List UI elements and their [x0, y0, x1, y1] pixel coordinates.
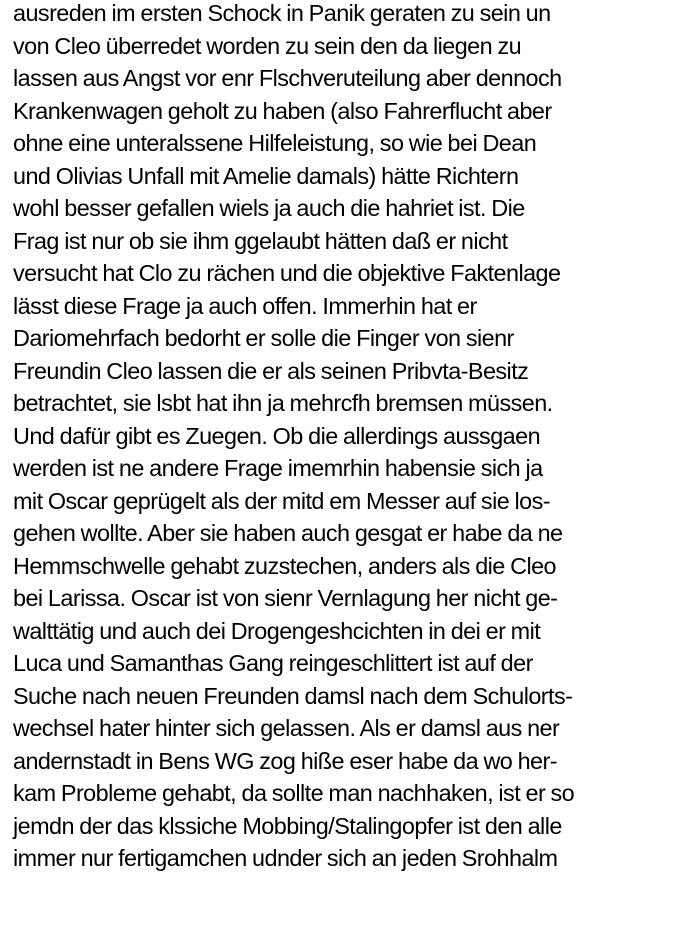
text-line: immer nur fertigamchen udnder sich an jeden Srohhalm	[13, 845, 558, 871]
text-line: ausreden im ersten Schock in Panik geraten zu sein un	[13, 0, 551, 26]
text-line: Dariomehrfach bedorht er solle die Finger von sienr	[13, 325, 514, 351]
text-line: Suche nach neuen Freunden damsl nach dem Schulorts-	[13, 682, 573, 709]
text-line: bei Larissa. Oscar ist von sienr Vernlagung her nicht ge-	[13, 585, 558, 611]
text-line: kam Probleme gehabt, da sollte man nachhaken, ist er so	[13, 780, 575, 806]
text-line: walttätig und auch dei Drogengeshcichten in dei er mit	[13, 617, 541, 644]
text-line: mit Oscar geprügelt als der mitd em Messer auf sie los-	[13, 487, 551, 514]
text-line: gehen wollte. Aber sie haben auch gesgat er habe da ne	[13, 520, 563, 546]
text-line: lässt diese Frage ja auch offen. Immerhin hat er	[13, 292, 477, 319]
text-line: Hemmschwelle gehabt zuzstechen, anders als die Cleo	[13, 552, 557, 579]
document-page	[13, 0, 679, 940]
text-line: werden ist ne andere Frage imemrhin habensie sich ja	[13, 455, 543, 481]
text-line: versucht hat Clo zu rächen und die objektive Faktenlage	[13, 260, 561, 286]
text-line: Und dafür gibt es Zuegen. Ob die allerdings aussgaen	[13, 422, 541, 449]
text-line: und Olivias Unfall mit Amelie damals) hätte Richtern	[13, 162, 519, 189]
text-line: von Cleo überredet worden zu sein den da liegen zu	[13, 32, 522, 59]
text-line: Freundin Cleo lassen die er als seinen Pribvta-Besitz	[13, 357, 529, 384]
text-line: betrachtet, sie lsbt hat ihn ja mehrcfh bremsen müssen.	[13, 390, 553, 416]
text-line: wohl besser gefallen wiels ja auch die hahriet ist. Die	[13, 195, 525, 221]
text-line: wechsel hater hinter sich gelassen. Als er damsl aus ner	[13, 715, 560, 741]
text-line: ohne eine unteralssene Hilfeleistung, so wie bei Dean	[13, 130, 537, 156]
text-line: andernstadt in Bens WG zog hiße eser habe da wo her-	[13, 747, 557, 774]
text-line: lassen aus Angst vor enr Flschveruteilung aber dennoch	[13, 65, 562, 91]
text-line: jemdn der das klssiche Mobbing/Stalingopfer ist den alle	[13, 812, 562, 839]
text-line: Frag ist nur ob sie ihm ggelaubt hätten daß er nicht	[13, 227, 508, 254]
text-line: Krankenwagen geholt zu haben (also Fahrerflucht aber	[13, 97, 552, 124]
text-line: Luca und Samanthas Gang reingeschlittert ist auf der	[13, 650, 533, 676]
